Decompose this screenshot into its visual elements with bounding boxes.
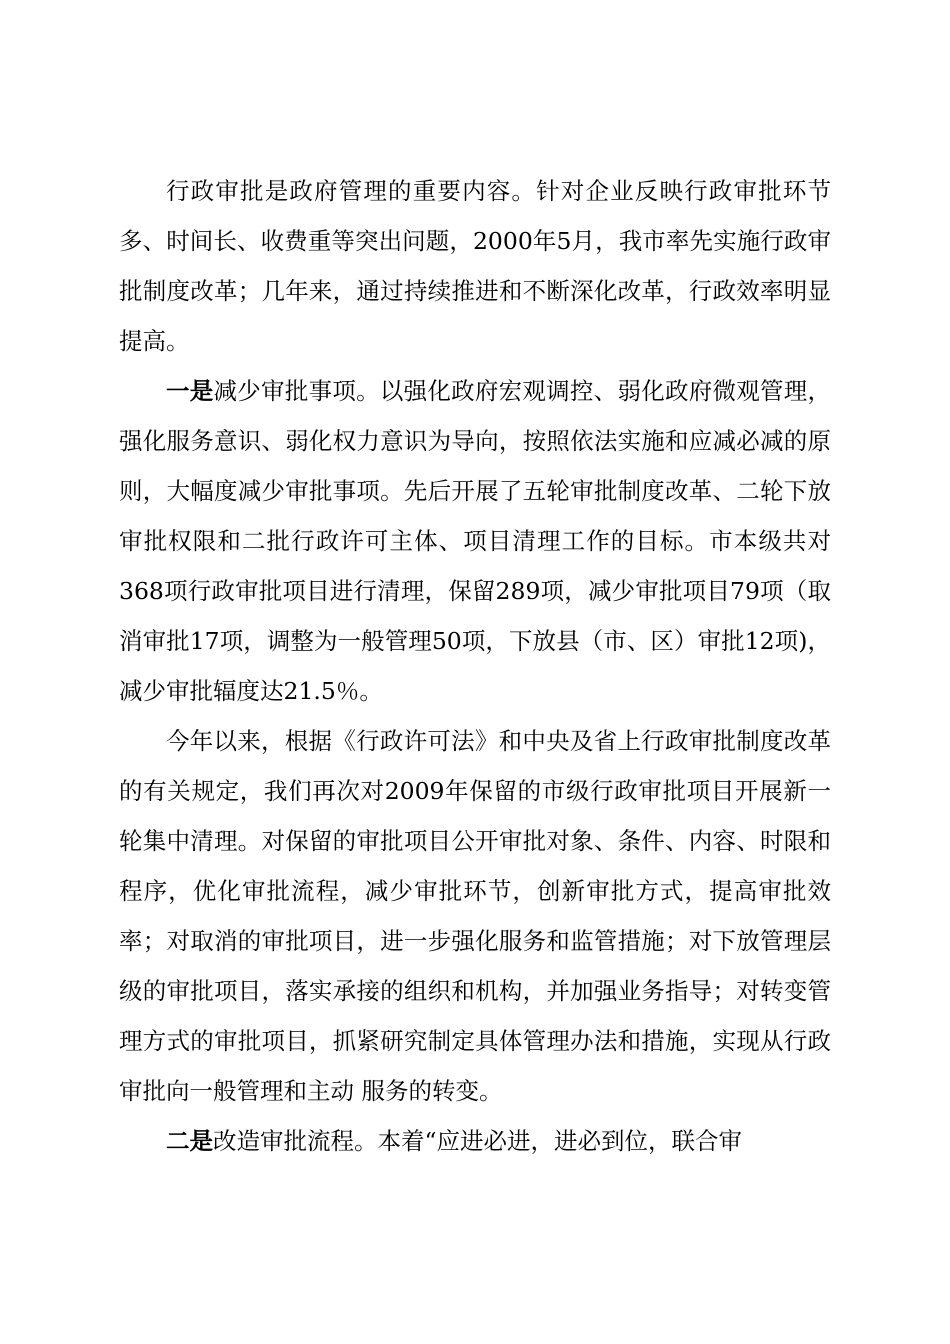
paragraph-text: 今年以来，根据《行政许可法》和中央及省上行政审批制度改革的有关规定，我们再次对2009年保留的市级行政审批项目开展新一轮集中清理。对保留的审批项目公开审批对象、条件、内容、时限和程序，优化审批流程，减少审批环节，创新审批方式，提高审批效率；对取消的审批项目，进一步强化服务和监管措施；对下放管理层级的审批项目，落实承接的组织和机构，并加强业务指导；对转变管理方式的审批项目，抓紧研究制定具体管理办法和措施，实现从行政审批向一般管理和主动 服务的转变。 [119, 727, 831, 1105]
paragraph-text: 改造审批流程。本着“应进必进，进必到位，联合审 [213, 1127, 743, 1155]
document-body [119, 166, 831, 1166]
paragraph-lead: 一是 [166, 377, 214, 405]
paragraph-text: 减少审批事项。以强化政府宏观调控、弱化政府微观管理，强化服务意识、弱化权力意识为导向，按照依法实施和应减必减的原则，大幅度减少审批事项。先后开展了五轮审批制度改革、二轮下放审批权限和二批行政许可主体、项目清理工作的目标。市本级共对368项行政审批项目进行清理，保留289项，减少审批项目79项（取消审批17项，调整为一般管理50项，下放县（市、区）审批12项)，减少审批辐度达21.5％。 [119, 377, 832, 705]
paragraph-intro [119, 166, 831, 366]
paragraph-lead: 二是 [166, 1127, 213, 1155]
paragraph-point-two [119, 1116, 831, 1166]
paragraph-point-one [119, 366, 831, 716]
paragraph-this-year [119, 716, 831, 1116]
paragraph-text: 行政审批是政府管理的重要内容。针对企业反映行政审批环节多、时间长、收费重等突出问题，2000年5月，我市率先实施行政审批制度改革；几年来，通过持续推进和不断深化改革，行政效率明显提高。 [119, 177, 831, 355]
